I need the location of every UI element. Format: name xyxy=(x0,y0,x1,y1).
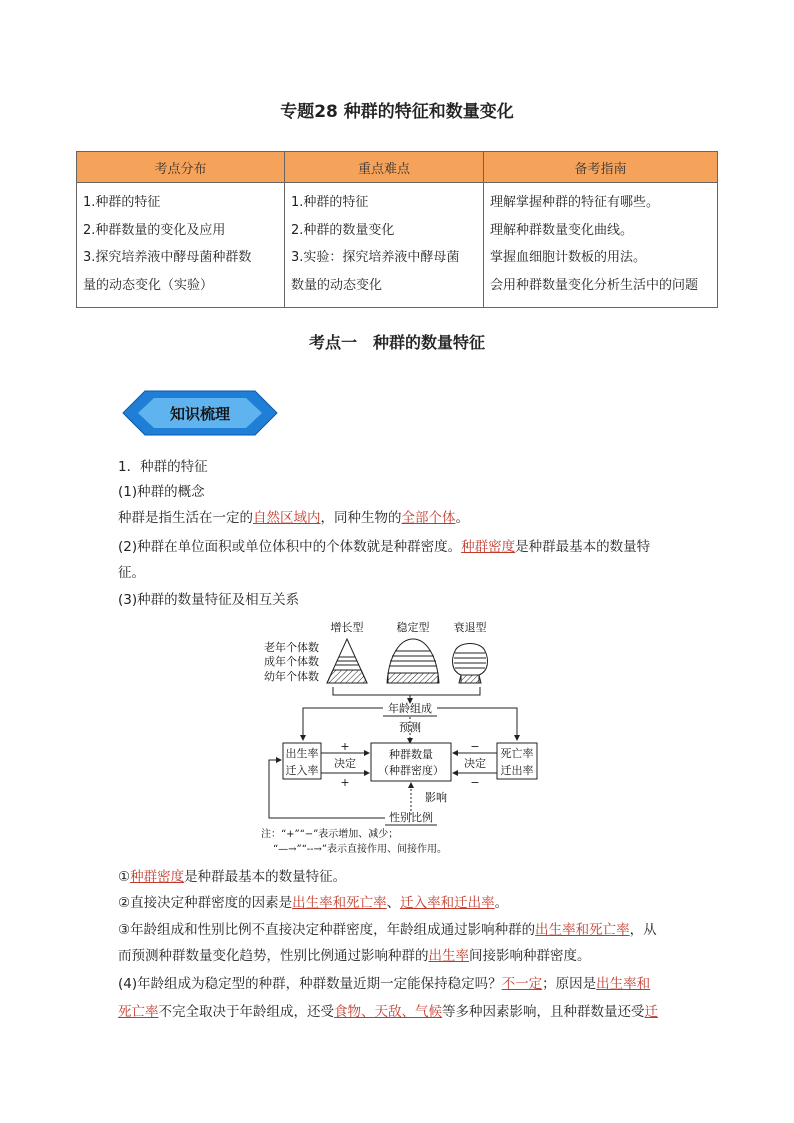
center-label-2: （种群密度） xyxy=(378,764,444,777)
para: 征。 xyxy=(118,565,145,581)
text: 间接影响种群密度。 xyxy=(469,948,591,964)
type-declining: 衰退型 xyxy=(453,621,487,634)
cell-line: 3.探究培养液中酵母菌种群数 xyxy=(83,250,252,265)
text: 等多种因素影响，且种群数量还受 xyxy=(442,1004,645,1020)
table-header: 备考指南 xyxy=(484,152,718,183)
table-header: 重点难点 xyxy=(285,152,484,183)
highlight: 不一定 xyxy=(501,976,543,992)
table-cell xyxy=(77,183,285,308)
plus-sign: + xyxy=(340,740,350,753)
emigration-rate: 迁出率 xyxy=(500,764,534,777)
badge-label: 知识梳理 xyxy=(169,405,231,423)
influence-label: 影响 xyxy=(425,791,447,804)
table-header: 考点分布 xyxy=(77,152,285,183)
birth-rate: 出生率 xyxy=(285,747,319,760)
para xyxy=(118,865,346,890)
plus-sign: + xyxy=(340,776,350,789)
para xyxy=(118,891,508,916)
highlight: 死亡率 xyxy=(118,1004,159,1020)
page-title: 专题28 种群的特征和数量变化 xyxy=(280,102,514,122)
decide-right: 决定 xyxy=(464,757,486,770)
stable-bell xyxy=(387,639,439,683)
type-growing: 增长型 xyxy=(330,621,364,634)
para xyxy=(118,918,657,943)
text: 、 xyxy=(386,895,401,911)
text: ，同种生物的 xyxy=(320,510,402,526)
text: 。 xyxy=(455,510,469,526)
cell-line: 2.种群的数量变化 xyxy=(291,222,395,238)
highlight: 迁 xyxy=(644,1004,658,1020)
highlight: 出生率和 xyxy=(596,976,651,992)
highlight: 迁入率和迁出率 xyxy=(400,895,495,911)
text: 不完全取决于年龄组成，还受 xyxy=(158,1004,334,1020)
center-label-1: 种群数量 xyxy=(389,748,433,761)
text: 是种群最基本的数量特 xyxy=(515,539,651,555)
cell-line: 1.种群的特征 xyxy=(83,195,161,210)
text: 而预测种群数量变化趋势，性别比例通过影响种群的 xyxy=(118,948,429,964)
declining-urn xyxy=(453,644,488,684)
text: ；原因是 xyxy=(542,976,597,992)
predict-label: 预测 xyxy=(399,721,421,734)
sex-ratio-label: 性别比例 xyxy=(389,811,433,824)
type-stable: 稳定型 xyxy=(396,621,430,634)
text: 是种群最基本的数量特征。 xyxy=(184,869,347,885)
heading-1: 1．种群的特征 xyxy=(118,459,208,475)
cell-line: 量的动态变化（实验） xyxy=(83,277,214,293)
table-row xyxy=(77,183,718,308)
cell-line: 2.种群数量的变化及应用 xyxy=(83,222,226,238)
minus-sign: − xyxy=(470,776,480,789)
note-1: 注：“+”“−”表示增加、减少； xyxy=(261,829,399,840)
para xyxy=(118,506,469,531)
age-old: 老年个体数 xyxy=(264,641,319,654)
text: (2)种群在单位面积或单位体积中的个体数就是种群密度。 xyxy=(118,539,462,555)
table-header-row xyxy=(77,152,718,183)
cell-line: 理解掌握种群的特征有哪些。 xyxy=(490,195,660,210)
summary-table xyxy=(76,151,718,308)
para xyxy=(118,1000,658,1025)
cell-line: 1.种群的特征 xyxy=(291,195,369,210)
text: (4)年龄组成为稳定型的种群，种群数量近期一定能保持稳定吗？ xyxy=(118,976,502,992)
highlight: 全部个体 xyxy=(401,510,456,526)
population-diagram xyxy=(255,615,555,860)
highlight: 出生率 xyxy=(428,948,469,964)
growing-pyramid xyxy=(327,639,367,683)
death-rate: 死亡率 xyxy=(500,747,534,760)
highlight: 出生率和死亡率 xyxy=(535,922,630,938)
text: ，从 xyxy=(629,922,657,938)
note-2: “—→”“--→”表示直接作用、间接作用。 xyxy=(273,844,447,855)
age-adult: 成年个体数 xyxy=(264,655,319,668)
para xyxy=(118,944,591,969)
text: ③年龄组成和性别比例不直接决定种群密度，年龄组成通过影响种群的 xyxy=(118,922,536,938)
para xyxy=(118,972,650,997)
text: ②直接决定种群密度的因素是 xyxy=(118,895,293,911)
para xyxy=(118,535,650,560)
cell-line: 3.实验：探究培养液中酵母菌 xyxy=(291,250,460,265)
cell-line: 理解种群数量变化曲线。 xyxy=(490,222,634,238)
cell-line: 掌握血细胞计数板的用法。 xyxy=(490,250,647,265)
highlight: 种群密度 xyxy=(130,869,185,885)
age-young: 幼年个体数 xyxy=(264,670,319,683)
para: (1)种群的概念 xyxy=(118,484,205,500)
section-title: 考点一 种群的数量特征 xyxy=(308,333,485,352)
knowledge-badge xyxy=(120,388,280,438)
highlight: 食物、天敌、气候 xyxy=(334,1004,442,1020)
highlight: 出生率和死亡率 xyxy=(292,895,387,911)
highlight: 自然区域内 xyxy=(253,510,321,526)
table-cell xyxy=(484,183,718,308)
minus-sign: − xyxy=(470,740,480,753)
highlight: 种群密度 xyxy=(461,539,516,555)
immigration-rate: 迁入率 xyxy=(285,764,319,777)
text: 种群是指生活在一定的 xyxy=(118,510,253,526)
text: ① xyxy=(118,869,131,885)
cell-line: 会用种群数量变化分析生活中的问题 xyxy=(490,277,699,293)
decide-left: 决定 xyxy=(334,757,356,770)
para: (3)种群的数量特征及相互关系 xyxy=(118,592,300,608)
cell-line: 数量的动态变化 xyxy=(291,277,383,293)
table-cell xyxy=(285,183,484,308)
text: 。 xyxy=(494,895,509,911)
age-structure-label: 年龄组成 xyxy=(388,702,432,715)
